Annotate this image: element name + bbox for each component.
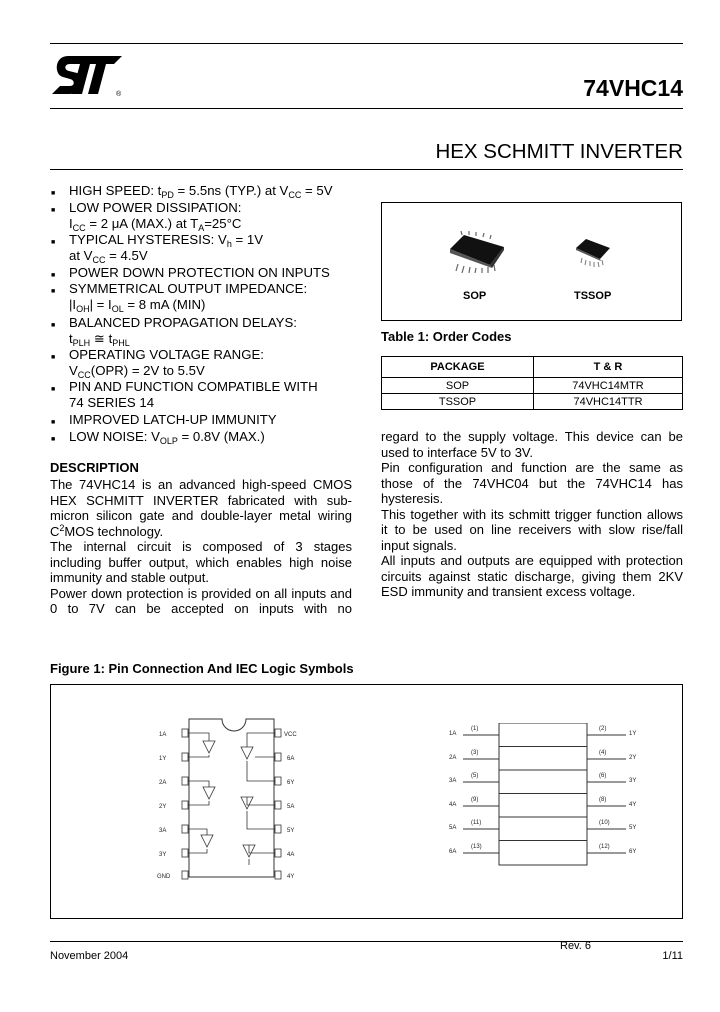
table-cell: 74VHC14TTR — [534, 394, 683, 410]
iec-output-number: (2) — [599, 726, 607, 732]
table-cell: SOP — [382, 378, 534, 394]
bullet-icon: ■ — [51, 239, 56, 246]
package-box — [381, 202, 682, 321]
iec-input-label: 4A — [449, 802, 457, 808]
description-p5: Pin configuration and function are the same as those of the 74VHC04 but the 74VHC14 has hysteresis. — [381, 460, 683, 506]
figure-box — [50, 684, 683, 919]
feature-hysteresis: TYPICAL HYSTERESIS: $V_h = 1V$ — [69, 232, 263, 249]
feature-latchup: IMPROVED LATCH-UP IMMUNITY — [69, 412, 277, 427]
pin-label-left-1: 1A — [159, 732, 167, 738]
iec-output-number: (4) — [599, 750, 607, 756]
sop-label: SOP — [463, 290, 487, 302]
description-p4: regard to the supply voltage. This device can be used to interface 5V to 3V. — [381, 429, 683, 460]
feature-low-power-detail: $I_{CC} = 2$ μA (MAX.) at $T_A=25^\circ C$ — [69, 216, 242, 233]
iec-output-label: 4Y — [629, 802, 637, 808]
bullet-icon: ■ — [51, 322, 56, 329]
tssop-label: TSSOP — [574, 290, 612, 302]
feature-low-power: LOW POWER DISSIPATION: — [69, 200, 242, 215]
svg-text:®: ® — [116, 91, 122, 98]
top-rule — [50, 43, 683, 44]
iec-input-label: 5A — [449, 825, 457, 831]
description-p6: This together with its schmitt trigger function allows it to be used on line receivers with slow rise/fall input signals. — [381, 506, 683, 553]
pin-label-right-9: 4A — [287, 852, 295, 858]
table-row — [382, 394, 683, 410]
pin-label-right-10: 5Y — [287, 828, 295, 834]
table-cell: 74VHC14MTR — [534, 378, 683, 394]
iec-input-number: (3) — [471, 750, 479, 756]
footer-rev: Rev. 6 — [560, 940, 591, 952]
footer-date: November 2004 — [50, 950, 129, 962]
table-row — [382, 378, 683, 394]
iec-output-label: 3Y — [629, 778, 637, 784]
st-logo — [50, 52, 128, 102]
pin-label-left-5: 3A — [159, 828, 167, 834]
description-left — [50, 477, 352, 617]
pin-label-right-12: 6Y — [287, 780, 295, 786]
table-cell: TSSOP — [382, 394, 534, 410]
iec-input-label: 1A — [449, 731, 457, 737]
tssop-package-image — [574, 236, 614, 268]
iec-input-number: (1) — [471, 726, 479, 732]
bullet-icon: ■ — [51, 354, 56, 361]
iec-output-number: (6) — [599, 773, 607, 779]
feature-power-down: POWER DOWN PROTECTION ON INPUTS — [69, 265, 330, 280]
iec-output-number: (8) — [599, 797, 607, 803]
bullet-icon: ■ — [51, 272, 56, 279]
figure-title: Figure 1: Pin Connection And IEC Logic Symbols — [50, 661, 354, 676]
iec-input-number: (11) — [471, 820, 482, 826]
iec-output-number: (10) — [599, 820, 610, 826]
order-codes-table — [381, 356, 683, 410]
bullet-icon: ■ — [51, 207, 56, 214]
feature-symmetrical: SYMMETRICAL OUTPUT IMPEDANCE: — [69, 281, 308, 296]
feature-balanced-detail: $t_{PLH}$ ≅ $t_{PHL}$ — [69, 331, 130, 348]
pin-connection-diagram — [179, 715, 289, 885]
table-header-tr: T & R — [534, 357, 683, 378]
iec-input-number: (13) — [471, 844, 482, 850]
pin-label-left-2: 1Y — [159, 756, 167, 762]
description-p7: All inputs and outputs are equipped with protection circuits against static discharge, giving them 2KV ESD immunity and transient excess voltage. — [381, 553, 683, 599]
description-heading: DESCRIPTION — [50, 460, 139, 475]
subtitle-rule — [50, 169, 683, 170]
iec-logic-symbol — [451, 723, 651, 873]
feature-compatible-detail: 74 SERIES 14 — [69, 395, 155, 410]
feature-hysteresis-detail: at $V_{CC} = 4.5V$ — [69, 248, 148, 265]
footer-page: 1/11 — [662, 950, 683, 962]
sop-package-image — [442, 231, 512, 273]
order-table-title: Table 1: Order Codes — [381, 329, 512, 344]
iec-input-label: 3A — [449, 778, 457, 784]
iec-input-label: 6A — [449, 849, 457, 855]
pin-label-right-11: 5A — [287, 804, 295, 810]
bullet-icon: ■ — [51, 190, 56, 197]
feature-low-noise: LOW NOISE: $V_{OLP} = 0.8V$ (MAX.) — [69, 429, 265, 446]
table-header-package: PACKAGE — [382, 357, 534, 378]
feature-symmetrical-detail: $|I_{OH}| = I_{OL} = 8$ mA (MIN) — [69, 297, 206, 314]
pin-label-left-3: 2A — [159, 780, 167, 786]
header-rule — [50, 108, 683, 109]
feature-voltage: OPERATING VOLTAGE RANGE: — [69, 347, 264, 362]
bullet-icon: ■ — [51, 386, 56, 393]
bullet-icon: ■ — [51, 288, 56, 295]
iec-input-label: 2A — [449, 755, 457, 761]
iec-input-number: (9) — [471, 797, 479, 803]
iec-output-label: 2Y — [629, 755, 637, 761]
pin-label-right-8: 4Y — [287, 874, 295, 880]
feature-balanced: BALANCED PROPAGATION DELAYS: — [69, 315, 297, 330]
pin-label-right-13: 6A — [287, 756, 295, 762]
table-header-row — [382, 357, 683, 378]
subtitle: HEX SCHMITT INVERTER — [435, 140, 683, 163]
pin-label-right-14: VCC — [284, 732, 297, 738]
bullet-icon: ■ — [51, 419, 56, 426]
iec-input-number: (5) — [471, 773, 479, 779]
part-number: 74VHC14 — [583, 75, 683, 101]
pin-label-left-7: GND — [157, 874, 171, 880]
description-right — [381, 429, 683, 600]
feature-high-speed: HIGH SPEED: $t_{PD} = 5.5ns$ (TYP.) at $V_{CC} = 5V$ — [69, 183, 333, 200]
feature-voltage-detail: $V_{CC}(OPR) = 2V$ to 5.5V — [69, 363, 205, 380]
pin-label-left-6: 3Y — [159, 852, 167, 858]
iec-output-number: (12) — [599, 844, 610, 850]
iec-output-label: 1Y — [629, 731, 637, 737]
bullet-icon: ■ — [51, 436, 56, 443]
feature-compatible: PIN AND FUNCTION COMPATIBLE WITH — [69, 379, 318, 394]
description-p3: Power down protection is provided on all inputs and 0 to 7V can be accepted on inputs with no — [50, 585, 352, 616]
pin-label-left-4: 2Y — [159, 804, 167, 810]
description-p2: The internal circuit is composed of 3 stages including buffer output, which enables high noise immunity and stable output. — [50, 539, 352, 585]
iec-output-label: 5Y — [629, 825, 637, 831]
description-p1: The 74VHC14 is an advanced high-speed CMOS HEX SCHMITT INVERTER fabricated with sub-micron silicon gate and double-layer metal wiring $C^2MOS$ technology. — [50, 477, 352, 539]
iec-output-label: 6Y — [629, 849, 637, 855]
